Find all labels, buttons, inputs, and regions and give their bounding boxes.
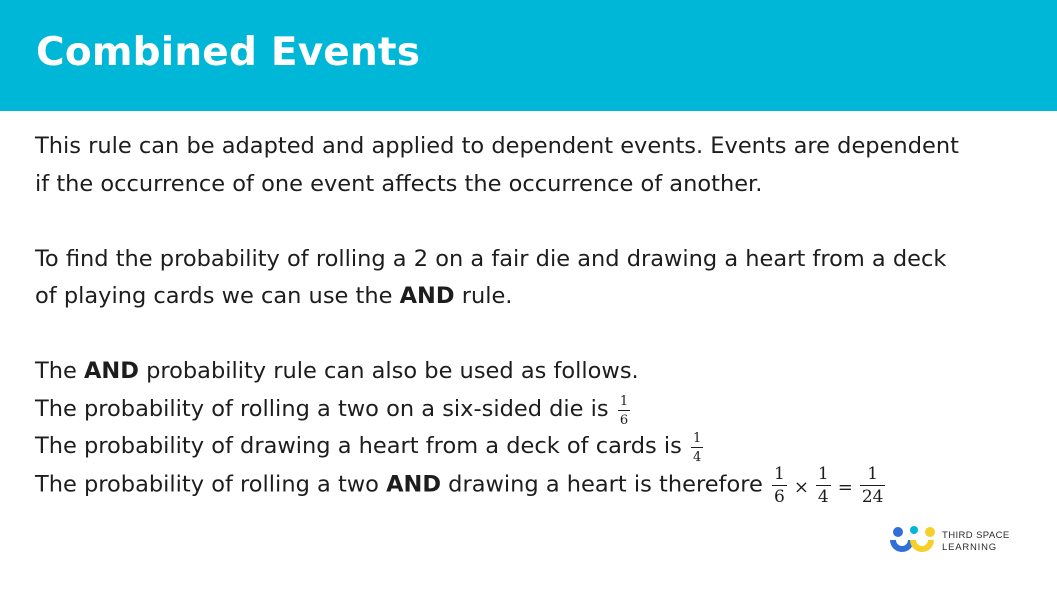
paragraph-line (35, 463, 1035, 507)
text-segment: drawing a heart is therefore (441, 470, 770, 497)
text-segment: The probability of rolling a two on a six-sided die is (35, 395, 616, 422)
text-segment: of playing cards we can use the (35, 283, 400, 309)
logo-text-line1: THIRD SPACE (942, 530, 1010, 541)
paragraph-line: To find the probability of rolling a 2 on a fair die and drawing a heart from a deck (35, 245, 947, 272)
fraction-numerator: 1 (773, 463, 785, 484)
fraction-numerator: 1 (619, 393, 629, 409)
paragraph-line (35, 428, 1035, 466)
equals-sign: = (837, 476, 853, 498)
fraction-numerator: 1 (693, 431, 702, 447)
fraction-numerator: 1 (867, 463, 879, 484)
fraction-one-twenty-fourth (860, 463, 886, 507)
paragraph-line: This rule can be adapted and applied to dependent events. Events are dependent (35, 133, 959, 159)
fraction-one-sixth (618, 395, 630, 427)
text-segment: The probability of drawing a heart from a deck of cards is (35, 433, 690, 459)
paragraph-line: if the occurrence of one event affects the occurrence of another. (35, 170, 763, 197)
content-body (35, 128, 1035, 506)
text-segment: The (35, 358, 84, 384)
text-segment: rule. (454, 283, 513, 309)
page-title: Combined Events (36, 30, 421, 75)
fraction-one-quarter (691, 432, 703, 464)
paragraph-line (35, 391, 1035, 429)
text-segment: probability rule can also be used as follows. (138, 358, 639, 384)
fraction-one-sixth (772, 463, 787, 507)
times-sign: × (793, 476, 809, 498)
logo-text-line2: LEARNING (942, 542, 997, 553)
fraction-denominator: 4 (693, 450, 702, 466)
third-space-learning-logo (888, 524, 1023, 558)
logo-mark-icon (888, 524, 940, 558)
fraction-denominator: 4 (817, 486, 829, 507)
fraction-numerator: 1 (817, 463, 829, 484)
paragraph-line (35, 353, 1035, 391)
fraction-denominator: 24 (861, 486, 884, 507)
and-keyword: AND (399, 283, 455, 309)
fraction-one-quarter (816, 463, 831, 507)
and-keyword: AND (386, 470, 442, 497)
header-bar (0, 0, 1057, 111)
fraction-denominator: 6 (773, 486, 785, 507)
fraction-denominator: 6 (619, 412, 629, 428)
text-segment: The probability of rolling a two (35, 470, 387, 497)
and-keyword: AND (84, 358, 139, 384)
paragraph-line (35, 278, 1035, 316)
